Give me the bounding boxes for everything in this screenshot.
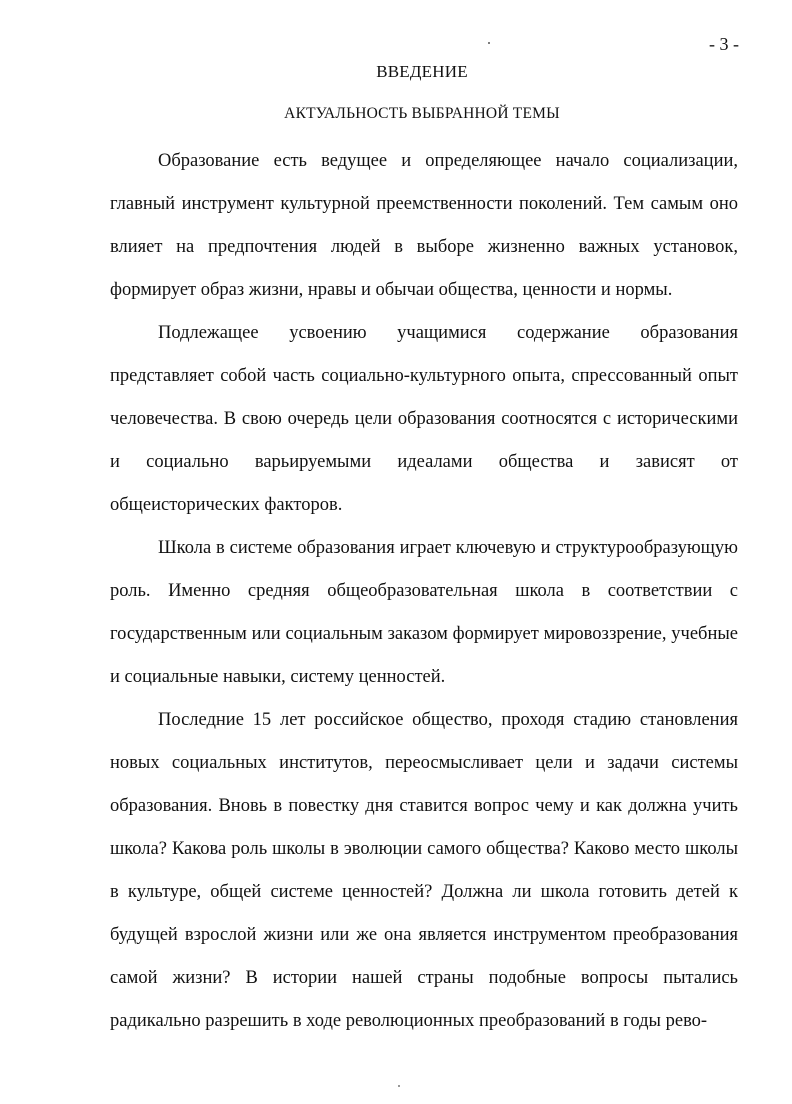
body-text bbox=[110, 140, 738, 1043]
scan-speck bbox=[398, 1085, 400, 1087]
paragraph-2: Подлежащее усвоению учащимися содержание образования представляет собой часть социально-культурного опыта, спрессованный опыт человечества. В свою очередь цели образования соотносятся с историческими и социально варьируемыми идеалами общества и зависят от общеисторических факторов. bbox=[110, 323, 738, 515]
paragraph-1: Образование есть ведущее и определяющее начало социализации, главный инструмент культурной преемственности поколений. Тем самым оно влияет на предпочтения людей в выборе жизненно важных установок, формирует образ жизни, нравы и обычаи общества, ценности и нормы. bbox=[110, 151, 738, 300]
paragraph-3: Школа в системе образования играет ключевую и структурообразующую роль. Именно средняя общеобразовательная школа в соответствии с государственным или социальным заказом формирует мировоззрение, учебные и социальные навыки, систему ценностей. bbox=[110, 538, 738, 687]
page-number: - 3 - bbox=[709, 34, 739, 54]
paragraph-4: Последние 15 лет российское общество, проходя стадию становления новых социальных институтов, переосмысливает цели и задачи системы образования. Вновь в повестку дня ставится вопрос чему и как должна учить школа? Какова роль школы в эволюции самого общества? Каково место школы в культуре, общей системе ценностей? Должна ли школа готовить детей к будущей взрослой жизни или же она является инструментом преобразования самой жизни? В истории нашей страны подобные вопросы пытались радикально разрешить в ходе революционных преобразований в годы рево- bbox=[110, 710, 738, 1031]
scan-speck bbox=[488, 42, 490, 44]
page-title: ВВЕДЕНИЕ bbox=[376, 62, 468, 81]
section-subtitle: АКТУАЛЬНОСТЬ ВЫБРАННОЙ ТЕМЫ bbox=[284, 105, 560, 122]
